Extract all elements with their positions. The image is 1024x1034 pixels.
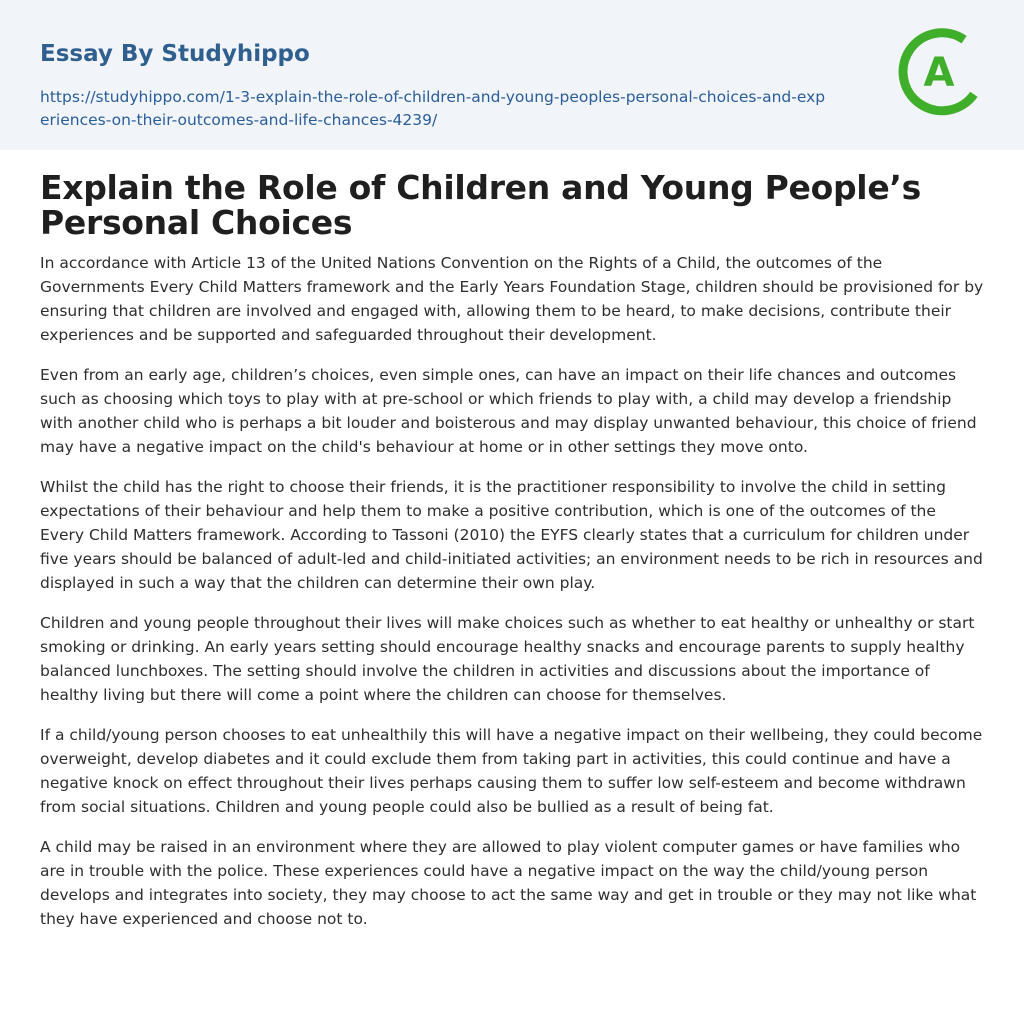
- article-paragraph: Even from an early age, children’s choices, even simple ones, can have an impact on their life chances and outcomes such as choosing which toys to play with at pre-school or which friends to play with, a child may develop a friendship with another child who is perhaps a bit louder and boisterous and may display unwanted behaviour, this choice of friend may have a negative impact on the child's behaviour at home or in other settings they move onto.: [40, 366, 977, 456]
- article: [0, 170, 1024, 931]
- article-paragraph: If a child/young person chooses to eat unhealthily this will have a negative impact on their wellbeing, they could become overweight, develop diabetes and it could exclude them from taking part in activities, this could continue and have a negative knock on effect throughout their lives perhaps causing them to suffer low self-esteem and become withdrawn from social situations. Children and young people could also be bullied as a result of being fat.: [40, 726, 983, 816]
- article-paragraph: A child may be raised in an environment where they are allowed to play violent computer games or have families who are in trouble with the police. These experiences could have a negative impact on the way the child/young person develops and integrates into society, they may choose to act the same way and get in trouble or they may not like what they have experienced and choose not to.: [40, 838, 977, 928]
- article-paragraph: Whilst the child has the right to choose their friends, it is the practitioner responsibility to involve the child in setting expectations of their behaviour and help them to make a positive contribution, which is one of the outcomes of the Every Child Matters framework. According to Tassoni (2010) the EYFS clearly states that a curriculum for children under five years should be balanced of adult-led and child-initiated activities; an environment needs to be rich in resources and displayed in such a way that the children can determine their own play.: [40, 478, 983, 592]
- article-title: Explain the Role of Children and Young People’s Personal Choices: [40, 168, 921, 242]
- article-paragraph: In accordance with Article 13 of the United Nations Convention on the Rights of a Child, the outcomes of the Governments Every Child Matters framework and the Early Years Foundation Stage, children should be provisioned for by ensuring that children are involved and engaged with, allowing them to be heard, to make decisions, contribute their experiences and be supported and safeguarded throughout their development.: [40, 254, 984, 344]
- studyhippo-logo-icon[interactable]: [898, 26, 992, 120]
- site-brand[interactable]: Essay By Studyhippo: [40, 41, 310, 67]
- site-header: [0, 0, 1024, 150]
- logo-letter: A: [923, 50, 955, 96]
- article-paragraph: Children and young people throughout their lives will make choices such as whether to eat healthy or unhealthy or start smoking or drinking. An early years setting should encourage healthy snacks and encourage parents to supply healthy balanced lunchboxes. The setting should involve the children in activities and discussions about the importance of healthy living but there will come a point where the children can choose for themselves.: [40, 614, 975, 704]
- essay-url-link[interactable]: https://studyhippo.com/1-3-explain-the-role-of-children-and-young-peoples-personal-choices-and-experiences-on-their-outcomes-and-life-chances-4239/: [40, 88, 826, 129]
